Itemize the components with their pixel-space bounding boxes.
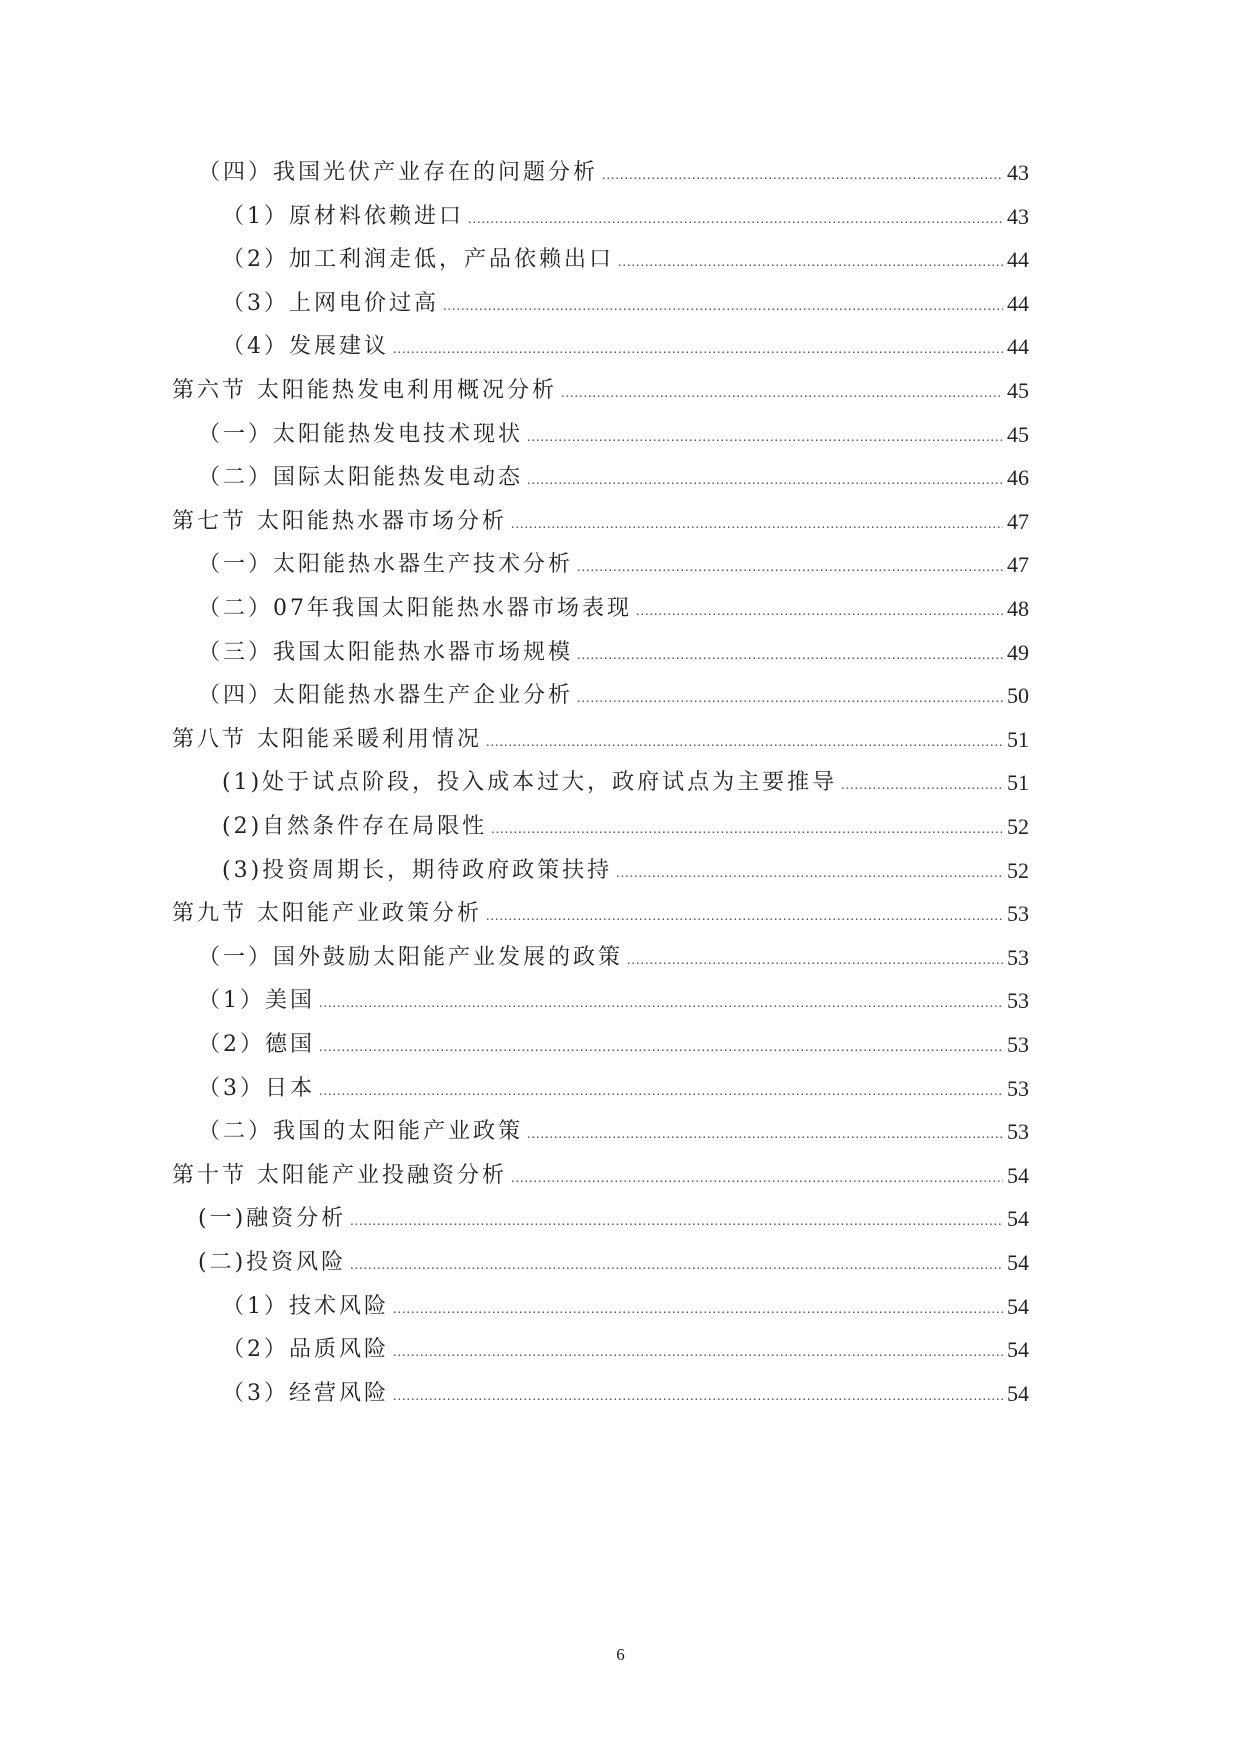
toc-entry-title: （四）太阳能热水器生产企业分析 — [198, 683, 574, 708]
toc-entry-page: 51 — [1007, 770, 1029, 795]
toc-entry-page: 53 — [1007, 945, 1029, 970]
toc-entry-title: （二）我国的太阳能产业政策 — [198, 1119, 524, 1144]
toc-entry-title: 第九节 太阳能产业政策分析 — [172, 901, 482, 926]
toc-entry[interactable] — [0, 671, 1241, 711]
toc-entry-title: （一）国外鼓励太阳能产业发展的政策 — [198, 945, 624, 970]
toc-entry-page: 53 — [1007, 1119, 1029, 1144]
dot-leader — [319, 1030, 1003, 1060]
toc-entry-title: （三）我国太阳能热水器市场规模 — [198, 640, 574, 665]
toc-entry[interactable] — [0, 976, 1241, 1016]
toc-entry[interactable] — [0, 802, 1241, 842]
toc-entry-page: 53 — [1007, 901, 1029, 926]
toc-entry-page: 53 — [1007, 1032, 1029, 1057]
toc-entry[interactable] — [0, 322, 1241, 362]
dot-leader — [393, 1335, 1003, 1365]
toc-entry[interactable] — [0, 148, 1241, 188]
dot-leader — [627, 943, 1003, 973]
dot-leader — [527, 420, 1003, 450]
toc-entry-title: （3）上网电价过高 — [222, 291, 439, 316]
dot-leader — [527, 1117, 1003, 1147]
toc-entry-title: 第七节 太阳能热水器市场分析 — [172, 509, 507, 534]
toc-entry[interactable] — [0, 889, 1241, 929]
toc-entry[interactable] — [0, 846, 1241, 886]
toc-entry-page: 51 — [1007, 727, 1029, 752]
toc-entry-title: 第八节 太阳能采暖利用情况 — [172, 727, 482, 752]
toc-entry-page: 54 — [1007, 1163, 1029, 1188]
toc-entry[interactable] — [0, 1282, 1241, 1322]
toc-entry[interactable] — [0, 192, 1241, 232]
toc-entry[interactable] — [0, 628, 1241, 668]
toc-entry-title: 第十节 太阳能产业投融资分析 — [172, 1163, 507, 1188]
dot-leader — [491, 812, 1003, 842]
toc-entry[interactable] — [0, 1151, 1241, 1191]
toc-entry[interactable] — [0, 497, 1241, 537]
toc-entry[interactable] — [0, 758, 1241, 798]
toc-entry-title: (二)投资风险 — [198, 1250, 347, 1275]
toc-entry-page: 44 — [1007, 291, 1029, 316]
toc-entry-title: （3）日本 — [198, 1076, 315, 1101]
toc-entry-title: （1）原材料依赖进口 — [222, 204, 464, 229]
dot-leader — [350, 1204, 1003, 1234]
toc-entry[interactable] — [0, 1369, 1241, 1409]
toc-entry-page: 47 — [1007, 552, 1029, 577]
toc-entry-page: 54 — [1007, 1381, 1029, 1406]
toc-entry-title: (3)投资周期长，期待政府政策扶持 — [222, 858, 613, 883]
dot-leader — [486, 899, 1003, 929]
toc-entry-title: （2）品质风险 — [222, 1337, 389, 1362]
dot-leader — [602, 158, 1003, 188]
toc-entry-page: 46 — [1007, 465, 1029, 490]
toc-entry[interactable] — [0, 1325, 1241, 1365]
toc-entry-title: （1）技术风险 — [222, 1294, 389, 1319]
dot-leader — [577, 681, 1003, 711]
toc-entry-page: 43 — [1007, 204, 1029, 229]
toc-entry-title: （一）太阳能热发电技术现状 — [198, 422, 524, 447]
toc-entry[interactable] — [0, 540, 1241, 580]
dot-leader — [527, 463, 1003, 493]
dot-leader — [468, 202, 1003, 232]
toc-entry-page: 44 — [1007, 334, 1029, 359]
toc-entry[interactable] — [0, 453, 1241, 493]
toc-entry-page: 54 — [1007, 1250, 1029, 1275]
toc-entry-page: 53 — [1007, 1076, 1029, 1101]
toc-entry-page: 47 — [1007, 509, 1029, 534]
toc-entry-page: 54 — [1007, 1294, 1029, 1319]
toc-entry[interactable] — [0, 1064, 1241, 1104]
toc-entry-title: （2）德国 — [198, 1032, 315, 1057]
dot-leader — [577, 550, 1003, 580]
toc-entry-title: (一)融资分析 — [198, 1206, 347, 1231]
toc-entry-page: 54 — [1007, 1337, 1029, 1362]
toc-entry-page: 53 — [1007, 988, 1029, 1013]
page-number: 6 — [616, 1645, 625, 1664]
toc-entry-page: 54 — [1007, 1206, 1029, 1231]
toc-entry-page: 43 — [1007, 160, 1029, 185]
toc-entry[interactable] — [0, 1020, 1241, 1060]
toc-entry-page: 50 — [1007, 683, 1029, 708]
toc-entry-title: (1)处于试点阶段，投入成本过大，政府试点为主要推导 — [222, 770, 838, 795]
dot-leader — [577, 638, 1003, 668]
dot-leader — [511, 507, 1003, 537]
toc-entry[interactable] — [0, 1107, 1241, 1147]
toc-entry-title: （4）发展建议 — [222, 334, 389, 359]
toc-entry-title: （二）国际太阳能热发电动态 — [198, 465, 524, 490]
toc-entry[interactable] — [0, 366, 1241, 406]
dot-leader — [319, 986, 1003, 1016]
dot-leader — [636, 594, 1003, 624]
toc-entry-title: (2)自然条件存在局限性 — [222, 814, 488, 839]
toc-entry[interactable] — [0, 933, 1241, 973]
dot-leader — [393, 1292, 1003, 1322]
toc-entry-page: 52 — [1007, 858, 1029, 883]
dot-leader — [561, 376, 1003, 406]
toc-entry-title: 第六节 太阳能热发电利用概况分析 — [172, 378, 557, 403]
toc-entry-page: 52 — [1007, 814, 1029, 839]
toc-entry[interactable] — [0, 1194, 1241, 1234]
dot-leader — [511, 1161, 1003, 1191]
toc-entry-title: （3）经营风险 — [222, 1381, 389, 1406]
dot-leader — [319, 1074, 1003, 1104]
dot-leader — [393, 1379, 1003, 1409]
toc-entry[interactable] — [0, 410, 1241, 450]
dot-leader — [616, 856, 1003, 886]
toc-entry-title: （四）我国光伏产业存在的问题分析 — [198, 160, 599, 185]
dot-leader — [393, 332, 1003, 362]
toc-entry-page: 44 — [1007, 247, 1029, 272]
dot-leader — [443, 289, 1003, 319]
dot-leader — [841, 768, 1003, 798]
toc-entry[interactable] — [0, 1238, 1241, 1278]
toc-entry-page: 45 — [1007, 422, 1029, 447]
dot-leader — [350, 1248, 1003, 1278]
dot-leader — [618, 245, 1003, 275]
toc-entry-title: （一）太阳能热水器生产技术分析 — [198, 552, 574, 577]
toc-entry-page: 48 — [1007, 596, 1029, 621]
toc-entry-title: （2）加工利润走低，产品依赖出口 — [222, 247, 614, 272]
toc-entry[interactable] — [0, 584, 1241, 624]
toc-entry-page: 45 — [1007, 378, 1029, 403]
toc-entry-page: 49 — [1007, 640, 1029, 665]
dot-leader — [486, 725, 1003, 755]
toc-entry[interactable] — [0, 235, 1241, 275]
toc-entry[interactable] — [0, 715, 1241, 755]
toc-entry-title: （1）美国 — [198, 988, 315, 1013]
toc-entry-title: （二）07年我国太阳能热水器市场表现 — [198, 596, 632, 621]
toc-entry[interactable] — [0, 279, 1241, 319]
